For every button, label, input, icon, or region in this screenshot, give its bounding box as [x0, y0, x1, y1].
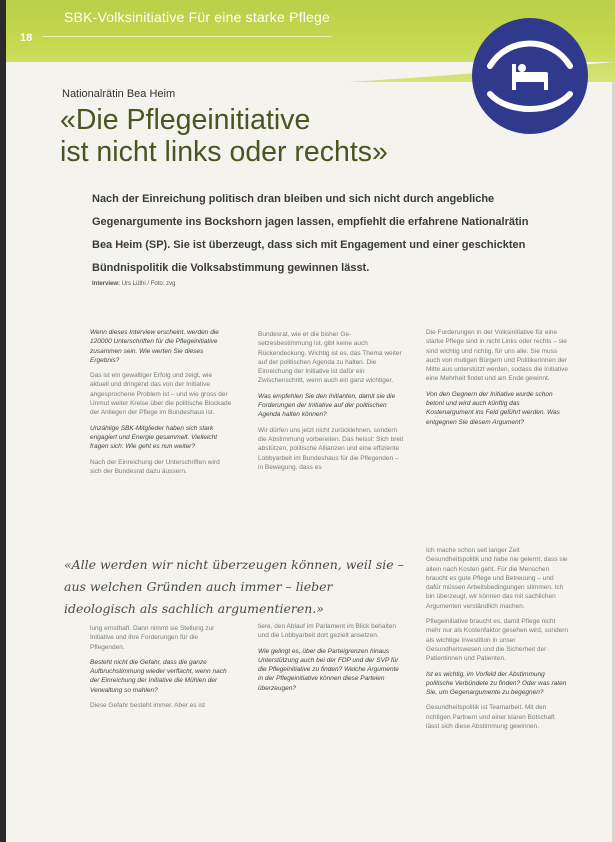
article-eyebrow: Nationalrätin Bea Heim	[62, 88, 176, 100]
text-column-1	[90, 328, 232, 482]
running-head-rule	[42, 36, 332, 37]
answer: Ich mache schon seit langer Zeit Gesundheitspolitik und habe nie gelernt, dass sie allein nach Kosten geht. Für die Menschen braucht es gute Pflege und Betreuung – und dafür müssen Arbeitsbedingungen stimmen. Ich bin überzeugt, wir können das mit sachlichen Argumenten verständlich machen.	[426, 547, 568, 610]
bed-in-hands-icon	[468, 14, 592, 138]
text-column-3	[426, 328, 568, 433]
question: Von den Gegnern der Initiative wurde schon betont und wird auch künftig das Kostenargument ins Feld geführt werden. Was entgegnen Sie diesem Argument?	[426, 390, 560, 426]
question: Was empfehlen Sie den Initianten, damit sie die Forderungen der Initiative auf der politischen Agenda halten können?	[258, 392, 396, 419]
article-credits	[92, 281, 175, 287]
answer: Pflegeinitiative braucht es, damit Pflege nicht mehr nur als Kostenfaktor gesehen wird, sondern als wichtige Investition in unser Gesundheitswesen und die Sicherheit der Patientinnen und Patienten.	[426, 618, 568, 663]
scan-left-edge	[0, 0, 6, 842]
headline-line-1: «Die Pflegeinitiative	[60, 104, 311, 136]
text-column-3-lower	[426, 546, 568, 737]
answer: tiere, den Ablauf im Parlament im Blick behalten und die Lobbyarbeit dort gezielt ansetzen.	[258, 623, 397, 640]
question: Besteht nicht die Gefahr, dass die ganze Aufbruchstimmung wieder verflacht, wenn nach der Einreichung der Initiative die Mühlen der Verwaltung so mahlen?	[90, 658, 227, 694]
text-column-2	[258, 330, 404, 478]
answer: Nach der Einreichung der Unterschriften wird sich der Bundesrat dazu äussern.	[90, 458, 220, 475]
answer: Diese Gefahr besteht immer. Aber es ist	[90, 702, 205, 710]
text-column-2-lower	[258, 622, 404, 699]
credits-value: Urs Lüthi / Foto: zvg	[121, 281, 176, 287]
pull-quote: «Alle werden wir nicht überzeugen können, weil sie – aus welchen Gründen auch immer – lieber ideologisch als sachlich argumentieren.»	[64, 557, 404, 616]
page-number: 18	[20, 32, 33, 44]
answer: lung ernsthaft. Dann nimmt sie Stellung zur Initiative und ihre Forderungen für die Pflegenden.	[90, 625, 215, 651]
question: Wenn dieses Interview erscheint, werden die 120000 Unterschriften für die Pflegeinitiative zusammen sein. Wie werten Sie dieses Ergebnis?	[90, 329, 219, 364]
question: Ist es wichtig, im Vorfeld der Abstimmung politische Verbündete zu finden? Oder was raten Sie, um Gegenargumente zu begegnen?	[426, 670, 567, 697]
headline-line-2: ist nicht links oder rechts»	[60, 136, 388, 168]
answer: Gesundheitspolitik ist Teamarbeit. Mit den richtigen Partnern und einer klaren Botschaft lässt sich diese Abstimmung gewinnen.	[426, 704, 555, 731]
text-column-1-lower	[90, 624, 232, 716]
article-lead: Nach der Einreichung politisch dran bleiben und sich nicht durch angebliche Gegenargumente ins Bockshorn jagen lassen, empfiehlt die erfahrene Nationalrätin Bea Heim (SP). Sie ist überzeugt, dass sich mit Engagement und einer geschickten Bündnispolitik die Volksabstimmung gewinnen lässt.	[92, 193, 529, 274]
answer: Das ist ein gewaltiger Erfolg und zeigt, wie aktuell und dringend das von der Initiative angesprochene Problem ist – und wie gross der Unmut weiter Kreise über die politische Blockade der Anliegen der Pflege im Bundeshaus ist.	[90, 372, 232, 417]
answer: Wir dürfen uns jetzt nicht zurücklehnen, sondern die Abstimmung vorbereiten. Das heisst: Sich breit abstützen, politische Allianzen und eine effiziente Lobbyarbeit im Bundeshaus für die Pflegenden – in Bewegung, dass es	[258, 426, 404, 471]
answer: Die Forderungen in der Volksinitiative für eine starke Pflege sind in nicht Links oder rechts – sie sind wichtig und richtig, für uns alle. Sie muss auch von mutigen Bürgern und Politikerinnen der Mitte aus unterstützt werden, sodass die Initiative eine Mehrheit findet und am Ende gewinnt.	[426, 329, 568, 383]
credits-label: Interview:	[92, 281, 121, 287]
answer: Bundesrat, wie er die bisher Ge- setzesbestimmung ist, gibt keine auch Rückendeckung. Wichtig ist es, das Thema weiter auf der politischen Agenda zu halten. Die Einreichung der Initiative ist dafür ein Zwischenschritt, wenn auch ein ganz wichtiger.	[258, 331, 402, 385]
section-kicker: SBK-Volksinitiative Für eine starke Pflege	[64, 9, 330, 25]
article-headline	[60, 104, 480, 168]
question: Unzählige SBK-Mitglieder haben sich stark engagiert und Energie gesammelt. Vielleicht fragen sich: Wie geht es nun weiter?	[90, 424, 218, 451]
question: Wie gelingt es, über die Parteigrenzen hinaus Unterstützung auch bei der FDP und der SVP für die Pflegeinitiative zu finden? Welche Argumente in der Pflegeinitiative können diese Parteien überzeugen?	[258, 647, 399, 692]
